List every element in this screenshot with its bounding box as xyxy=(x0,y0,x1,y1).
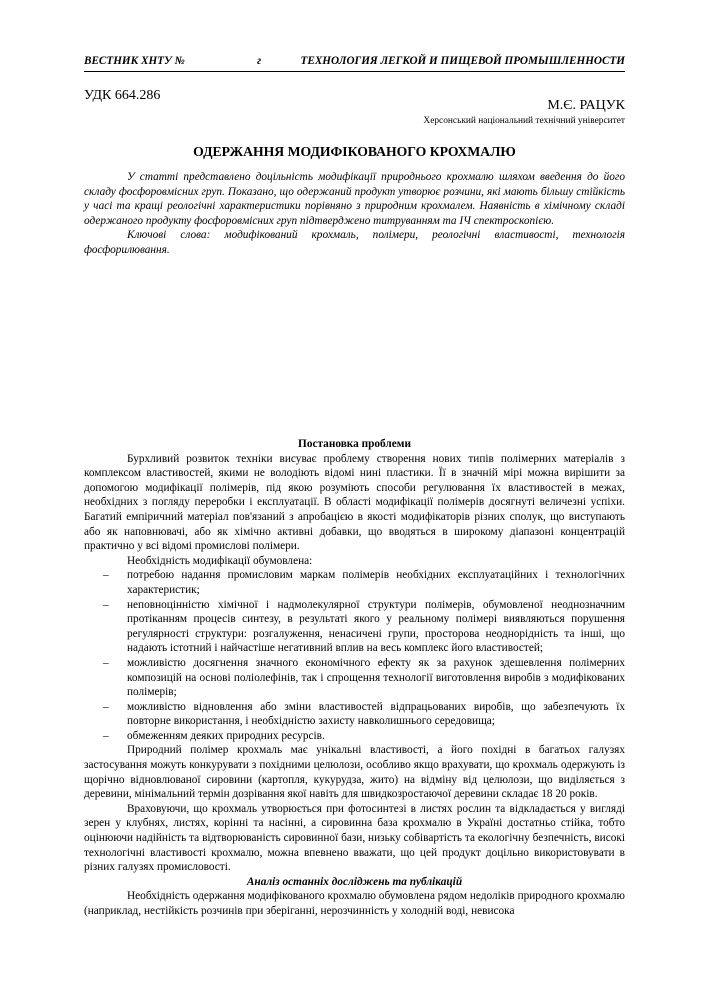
paragraph: Необхідність модифікації обумовлена: xyxy=(127,554,313,567)
dash-bullet-icon: – xyxy=(103,569,109,582)
journal-year: г xyxy=(257,55,262,67)
header-rule xyxy=(84,71,625,72)
list-item-text: обмеженням деяких природних ресурсів. xyxy=(127,729,325,742)
paper-title: ОДЕРЖАННЯ МОДИФІКОВАНОГО КРОХМАЛЮ xyxy=(193,144,516,159)
section-heading-problem: Постановка проблеми xyxy=(298,438,411,450)
list-item-text: неповноцінністю хімічної і надмолекулярної структури полімерів, обумовленої неоднозначним протіканням процесів синтезу, в результаті якого у реальному полімері виявляються порушення регулярності структури: розгалуження, ненасичені групи, просторова неоднорідність та інші, що надають істотний і найчастіше негативний вплив на весь комплекс його властивостей; xyxy=(127,598,625,655)
list-item xyxy=(84,700,625,729)
journal-section: ТЕХНОЛОГИЯ ЛЕГКОЙ И ПИЩЕВОЙ ПРОМЫШЛЕННОСТИ xyxy=(300,55,625,67)
dash-bullet-icon: – xyxy=(103,729,109,742)
list-item xyxy=(84,729,625,744)
journal-name: ВЕСТНИК ХНТУ № xyxy=(84,55,185,67)
list-item xyxy=(84,656,625,700)
list-item-text: потребою надання промисловим маркам полімерів необхідних експлуатаційних і технологічних характеристик; xyxy=(127,569,625,596)
author-affiliation: Херсонський національний технічний університет xyxy=(423,116,625,126)
list-item xyxy=(84,598,625,656)
section-heading-analysis: Аналіз останніх досліджень та публікацій xyxy=(246,875,463,888)
list-item-text: можливістю досягнення значного економічного ефекту як за рахунок здешевлення полімерних композицій на основі поліолефінів, так і спрощення технології виготовлення виробів з модифікованих полімерів; xyxy=(127,656,625,699)
list-item xyxy=(84,568,625,597)
author-name: М.Є. РАЦУК xyxy=(547,98,625,113)
paragraph: Враховуючи, що крохмаль утворюється при фотосинтезі в листях рослин та відкладається у вигляді зерен у клубнях, листях, корінні та насінні, а сировинна база крохмалю в Україні достатньо стійка, тобто оцінюючи надійність та відтворюваність сировинної бази, низьку собівартість та екологічну безпечність, високі технологічні властивості крохмалю, можна впевнено вважати, що цей продукт доцільно використовувати в різних галузях промисловості. xyxy=(84,802,625,874)
dash-bullet-icon: – xyxy=(103,598,109,611)
running-head xyxy=(84,55,625,69)
keywords: Ключові слова: модифікований крохмаль, полімери, реологічні властивості, технологія фосфорилювання. xyxy=(84,229,625,256)
udc-code: УДК 664.286 xyxy=(84,88,161,103)
dash-bullet-icon: – xyxy=(103,700,109,713)
list-item-text: можливістю відновлення або зміни властивостей відпрацьованих виробів, що забезпечують їх повторне використання, і необхідністю захисту навколишнього середовища; xyxy=(127,700,625,728)
abstract-text: У статті представлено доцільність модифікації природнього крохмалю шляхом введення до його складу фосфоровмісних груп. Показано, що одержаний продукт утворює розчини, які мають більшу стійкість у часі та кращі реологічні характеристики порівняно з природним крохмалем. Наявність в хімічному складі одержаного продукту фосфоровмісних груп підтверджено титруванням та ІЧ спектроскопією. xyxy=(84,171,625,227)
bullet-list xyxy=(84,568,625,743)
paragraph: Природний полімер крохмаль має унікальні властивості, а його похідні в багатьох галузях застосування можуть конкурувати з похідними целюлози, особливо якщо врахувати, що крохмаль одержують із щорічно відновлюваної сировини (картопля, кукурудза, жито) на відміну від целюлози, що виділяється з деревини, мінімальний термін дозрівання якої навіть для швидкозростаючої деревини складає 18 20 років. xyxy=(84,744,625,801)
body-text xyxy=(84,437,625,919)
dash-bullet-icon: – xyxy=(103,656,109,669)
paragraph: Необхідність одержання модифікованого крохмалю обумовлена рядом недоліків природного крохмалю (наприклад, нестійкість розчинів при зберіганні, нерозчинність у холодній воді, невисока xyxy=(84,890,625,917)
paragraph: Бурхливий розвиток техніки висуває проблему створення нових типів полімерних матеріалів з комплексом властивостей, якими не володіють відомі нині пластики. Її в значній мірі можна вирішити за допомогою модифікації полімерів, під якою розуміють способи регулювання їх властивостей в межах, необхідних з погляду переробки і експлуатації. В області модифікації полімерів досягнуті величезні успіхи. Багатий емпіричний матеріал пов'язаний з апробацією в якості модифікаторів різних сполук, що виступають або як наповнювачі, або як хімічно активні добавки, що вводяться в широкому діапазоні концентрацій практично у всі відомі промислові полімери. xyxy=(84,452,625,553)
abstract xyxy=(84,170,625,258)
